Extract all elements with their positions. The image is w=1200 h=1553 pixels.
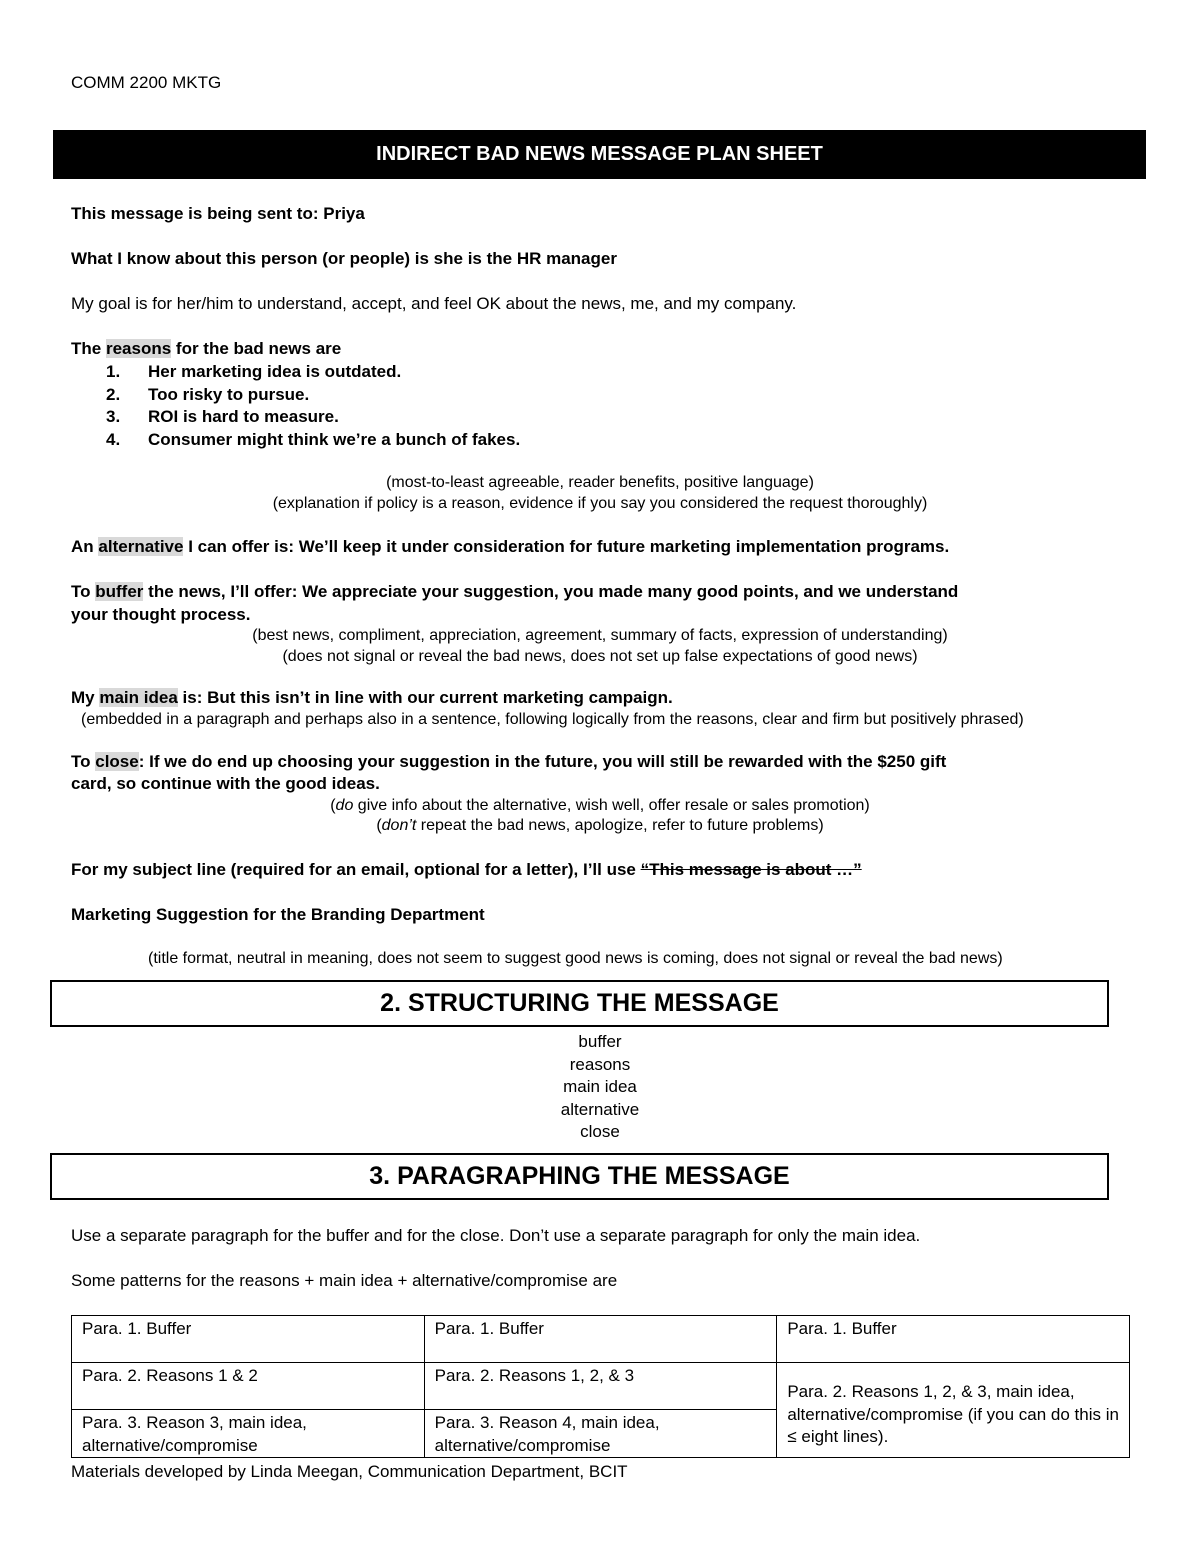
table-cell: Para. 2. Reasons 1 & 2 <box>72 1363 425 1410</box>
recipient-label: This message is being sent to: <box>71 204 319 223</box>
list-item: close <box>580 1122 620 1141</box>
patterns-intro: Some patterns for the reasons + main idea + alternative/compromise are <box>71 1271 618 1290</box>
subject-value: Marketing Suggestion for the Branding Department <box>71 905 485 924</box>
reasons-list <box>71 361 520 451</box>
close-hint-1: (do give info about the alternative, wish well, offer resale or sales promotion) <box>330 797 870 814</box>
about-person: What I know about this person (or people) is she is the HR manager <box>71 249 617 268</box>
recipient-line <box>71 203 365 226</box>
table-cell: Para. 3. Reason 3, main idea, alternative/compromise <box>72 1410 425 1458</box>
main-idea-keyword: main idea <box>99 688 178 707</box>
list-item: reasons <box>569 1054 631 1074</box>
patterns-table <box>71 1315 1130 1458</box>
paragraph-rule: Use a separate paragraph for the buffer and for the close. Don’t use a separate paragraph for only the main idea. <box>71 1226 921 1245</box>
buffer-hint-2: (does not signal or reveal the bad news, does not set up false expectations of good news) <box>282 648 918 665</box>
reasons-keyword: reasons <box>105 339 172 358</box>
close-hint-2: (don’t repeat the bad news, apologize, refer to future problems) <box>376 817 824 834</box>
table-row <box>72 1316 1130 1363</box>
buffer-keyword: buffer <box>95 582 144 601</box>
section-2-heading: 2. STRUCTURING THE MESSAGE <box>50 980 1109 1027</box>
subject-line: For my subject line (required for an email, optional for a letter), I’ll use “This message is about …” <box>71 860 862 879</box>
section-3-heading: 3. PARAGRAPHING THE MESSAGE <box>50 1153 1109 1200</box>
close-keyword: close <box>95 752 139 771</box>
buffer-line: To buffer the news, I’ll offer: We appreciate your suggestion, you made many good points, and we understand <box>71 582 959 601</box>
list-item: 2. Too risky to pursue. <box>106 384 310 404</box>
structure-list <box>0 1031 1200 1144</box>
list-item: 1. Her marketing idea is outdated. <box>106 362 402 381</box>
reasons-hint-1: (most-to-least agreeable, reader benefits, positive language) <box>386 474 814 491</box>
table-cell: Para. 3. Reason 4, main idea, alternative/compromise <box>424 1410 777 1458</box>
alternative-line: An alternative I can offer is: We’ll keep it under consideration for future marketing implementation programs. <box>71 537 950 556</box>
struck-example: “This message is about …” <box>640 860 862 879</box>
reasons-hint-2: (explanation if policy is a reason, evidence if you say you considered the request thoroughly) <box>272 495 928 512</box>
buffer-line-2: your thought process. <box>71 605 251 624</box>
list-item: alternative <box>560 1099 640 1119</box>
table-cell: Para. 1. Buffer <box>424 1316 777 1363</box>
goal-statement: My goal is for her/him to understand, accept, and feel OK about the news, me, and my company. <box>71 294 797 313</box>
list-item: main idea <box>563 1077 637 1096</box>
table-cell-merged: Para. 2. Reasons 1, 2, & 3, main idea, alternative/compromise (if you can do this in ≤ eight lines). <box>777 1363 1130 1458</box>
alternative-keyword: alternative <box>98 537 184 556</box>
table-cell: Para. 1. Buffer <box>777 1316 1130 1363</box>
table-row <box>72 1363 1130 1410</box>
close-line-2: card, so continue with the good ideas. <box>71 774 380 793</box>
list-item: buffer <box>578 1032 622 1051</box>
reasons-heading: The reasons for the bad news are <box>71 339 342 358</box>
footer-credit: Materials developed by Linda Meegan, Communication Department, BCIT <box>71 1462 628 1481</box>
list-item: 3. ROI is hard to measure. <box>106 407 339 426</box>
main-idea-line: My main idea is: But this isn’t in line with our current marketing campaign. <box>71 688 673 707</box>
page-title: INDIRECT BAD NEWS MESSAGE PLAN SHEET <box>53 130 1146 179</box>
recipient-value: Priya <box>323 204 365 223</box>
course-header: COMM 2200 MKTG <box>71 73 222 92</box>
main-idea-hint: (embedded in a paragraph and perhaps also in a sentence, following logically from the reasons, clear and firm but positively phrased) <box>81 711 1024 728</box>
list-item: 4. Consumer might think we’re a bunch of fakes. <box>106 429 521 449</box>
subject-hint: (title format, neutral in meaning, does not seem to suggest good news is coming, does not signal or reveal the bad news) <box>148 950 1003 967</box>
close-line: To close: If we do end up choosing your suggestion in the future, you will still be rewarded with the $250 gift <box>71 752 947 771</box>
table-cell: Para. 1. Buffer <box>72 1316 425 1363</box>
buffer-hint-1: (best news, compliment, appreciation, agreement, summary of facts, expression of understanding) <box>252 627 948 644</box>
table-cell: Para. 2. Reasons 1, 2, & 3 <box>424 1363 777 1410</box>
